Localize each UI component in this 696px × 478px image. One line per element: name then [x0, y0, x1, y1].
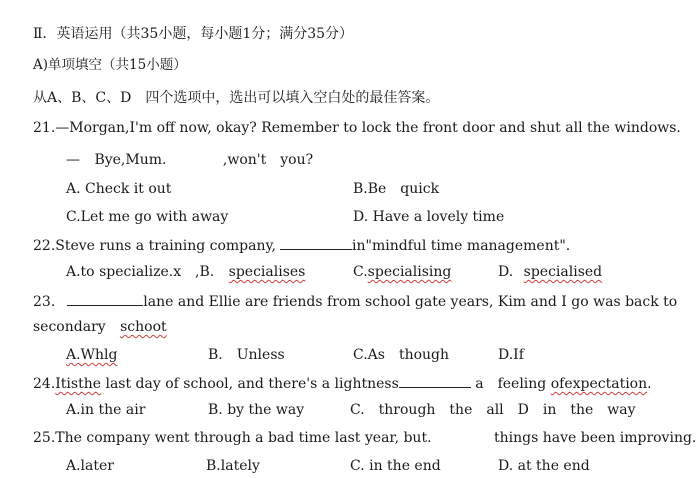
q24-stem-word2: ofexpectation — [550, 376, 648, 392]
q21-option-a: A. Check it out — [66, 181, 172, 197]
q25-option-c: C. in the end — [350, 458, 441, 474]
q23-option-a — [66, 346, 117, 364]
q25-stem — [33, 429, 696, 447]
q21-reply-dash: — — [66, 152, 80, 168]
q21-stem: 21.—Morgan,I'm off now, okay? Remember to lock the front door and shut all the windows. — [33, 120, 681, 136]
part-a-title: A)单项填空（共15小题） — [33, 57, 187, 73]
q22-stem — [33, 236, 570, 255]
q22-option-a: A.to specialize.x — [66, 264, 182, 280]
q21-option-d: D. Have a lovely time — [353, 209, 505, 225]
q23-stem — [33, 292, 677, 311]
q25-option-d: D. at the end — [498, 458, 590, 474]
q23-stem-line2 — [33, 318, 167, 336]
q23-option-a-text: A.Whlg — [66, 347, 118, 363]
q22-option-c — [353, 263, 451, 281]
q22-option-d-prefix: D. — [498, 264, 514, 280]
q25-option-a: A.later — [66, 458, 114, 474]
q23-option-c: C.As though — [353, 347, 450, 363]
q24-stem-word: Itisthe — [55, 376, 102, 392]
q24-blank — [399, 374, 471, 388]
q22-stem-text-b: in"mindful time management". — [352, 238, 571, 254]
instruction: 从A、B、C、D 四个选项中，选出可以填入空白处的最佳答案。 — [33, 90, 440, 106]
q22-option-b — [195, 263, 305, 281]
q24-stem-end: . — [647, 376, 652, 392]
q22-stem-text-a: 22.Steve runs a training company, — [33, 238, 277, 254]
q22-option-b-word: specialises — [228, 264, 306, 280]
q22-blank — [280, 236, 352, 250]
q23-option-d: D.If — [498, 347, 524, 363]
q22-option-d-word: specialised — [523, 264, 603, 280]
q22-option-b-prefix: ,B. — [195, 264, 215, 280]
q23-blank — [67, 292, 143, 306]
q22-option-d — [498, 263, 602, 281]
q24-option-a: A.in the air — [66, 402, 146, 418]
q23-option-b: B. Unless — [208, 347, 285, 363]
q24-option-b: B. by the way — [208, 402, 305, 418]
q25-stem-text-a: 25.The company went through a bad time last year, but. — [33, 430, 432, 446]
q24-stem — [33, 374, 652, 393]
q23-number: 23. — [33, 294, 56, 310]
section-title: Ⅱ．英语运用（共35小题，每小题1分；满分35分） — [33, 26, 354, 42]
q23-line2-text: secondary — [33, 319, 106, 335]
q21-option-c: C.Let me go with away — [66, 209, 229, 225]
q21-reply-text-a: Bye,Mum. — [94, 152, 167, 168]
q24-option-c: C. through the all D in the way — [350, 402, 636, 418]
q21-reply-text-b: ,won't you? — [222, 152, 314, 168]
q24-number: 24. — [33, 376, 56, 392]
q21-option-b: B.Be quick — [353, 181, 440, 197]
q24-stem-text: last day of school, and there's a lightness — [105, 376, 399, 392]
q22-option-c-prefix: C. — [353, 264, 368, 280]
q22-option-c-word: specialising — [367, 264, 452, 280]
q23-stem-text: lane and Ellie are friends from school gate years, Kim and I go was back to — [143, 294, 678, 310]
q24-stem-text-c: a feeling — [475, 376, 547, 392]
q25-stem-text-b: things have been improving. — [493, 430, 696, 446]
q23-line2-word: schoot — [120, 319, 167, 335]
q21-reply — [66, 151, 313, 169]
q25-option-b: B.lately — [206, 458, 260, 474]
